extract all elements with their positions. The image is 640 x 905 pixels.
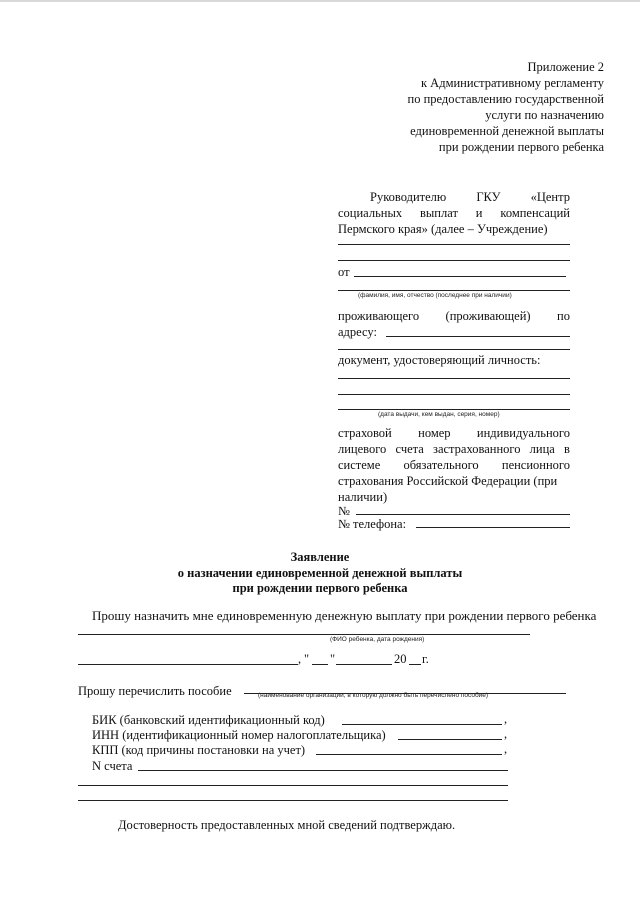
- request-text: Прошу назначить мне единовременную денежную выплату при рождении первого ребенка: [92, 608, 597, 623]
- document-field-line-3[interactable]: [338, 409, 570, 410]
- word: (проживающей): [445, 309, 531, 323]
- word: ГКУ: [476, 190, 501, 204]
- word: счета: [395, 442, 424, 456]
- date-open-quote: ": [304, 652, 310, 666]
- address-field[interactable]: [386, 336, 570, 337]
- appendix-line-1: к Административному регламенту: [420, 76, 604, 90]
- account-field[interactable]: [138, 770, 508, 771]
- residing-line: [338, 308, 570, 324]
- transfer-label: Прошу перечислить пособие: [78, 684, 232, 698]
- date-year-field[interactable]: [409, 664, 421, 665]
- snils-line-3: [338, 457, 570, 473]
- word: индивидуального: [476, 426, 570, 440]
- inn-comma: ,: [504, 727, 508, 741]
- word: пенсионного: [501, 458, 570, 472]
- signature-field[interactable]: [78, 664, 298, 665]
- date-year-suffix: г.: [422, 652, 429, 666]
- child-hint: (ФИО ребенка, дата рождения): [330, 636, 425, 643]
- extra-field-line-1[interactable]: [78, 785, 508, 786]
- addressee-line-3: Пермского края» (далее – Учреждение): [338, 222, 548, 236]
- word: номер: [418, 426, 451, 440]
- appendix-line-4: единовременной денежной выплаты: [410, 124, 604, 138]
- word: по: [557, 309, 570, 323]
- bik-label: БИК (банковский идентификационный код): [92, 713, 325, 727]
- word: в: [564, 442, 570, 456]
- snils-number-field[interactable]: [356, 514, 570, 515]
- bik-comma: ,: [504, 712, 508, 726]
- word: страховой: [338, 426, 392, 440]
- fio-field-line-2[interactable]: [338, 290, 570, 291]
- appendix-line-5: при рождении первого ребенка: [438, 140, 604, 154]
- date-comma: ,: [298, 652, 302, 666]
- word: и: [475, 206, 483, 220]
- word: Руководителю: [370, 190, 447, 204]
- statement-subtitle-2: при рождении первого ребенка: [232, 581, 408, 595]
- inn-field[interactable]: [398, 739, 502, 740]
- from-label: от: [338, 265, 350, 279]
- snils-line-1: [338, 425, 570, 441]
- kpp-label: КПП (код причины постановки на учет): [92, 743, 306, 757]
- phone-field[interactable]: [416, 527, 570, 528]
- date-year-prefix: 20: [394, 652, 407, 666]
- account-label: N счета: [92, 759, 133, 773]
- organization-hint: (наименование организации, в которую должно быть перечислено пособие): [258, 692, 489, 699]
- inn-label: ИНН (идентификационный номер налогоплательщика): [92, 728, 386, 742]
- snils-line-4: страхования Российской Федерации (при: [338, 474, 558, 488]
- address-field-line-2[interactable]: [338, 349, 570, 350]
- word: лица: [529, 442, 555, 456]
- phone-label: № телефона:: [338, 517, 407, 531]
- kpp-field[interactable]: [316, 754, 502, 755]
- date-close-quote: ": [330, 652, 336, 666]
- confirmation-text: Достоверность предоставленных мной сведений подтверждаю.: [118, 818, 456, 832]
- document-field-line-2[interactable]: [338, 394, 570, 395]
- word: выплат: [420, 206, 458, 220]
- kpp-comma: ,: [504, 742, 508, 756]
- fio-hint: (фамилия, имя, отчество (последнее при наличии): [358, 292, 512, 299]
- document-label: документ, удостоверяющий личность:: [338, 353, 541, 367]
- scan-edge: [0, 0, 640, 2]
- bik-field[interactable]: [342, 724, 502, 725]
- addressee-line-2: [338, 205, 570, 221]
- document-field-line-1[interactable]: [338, 378, 570, 379]
- date-month-field[interactable]: [336, 664, 392, 665]
- word: застрахованного: [433, 442, 521, 456]
- snils-line-5: наличии): [338, 490, 388, 504]
- from-fio-field[interactable]: [354, 276, 566, 277]
- child-info-field[interactable]: [78, 634, 530, 635]
- word: социальных: [338, 206, 403, 220]
- word: системе: [338, 458, 381, 472]
- addressee-line-1: [370, 189, 570, 205]
- word: обязательного: [403, 458, 479, 472]
- appendix-title: Приложение 2: [527, 60, 604, 74]
- word: компенсаций: [500, 206, 570, 220]
- document-hint: (дата выдачи, кем выдан, серия, номер): [378, 411, 500, 418]
- word: проживающего: [338, 309, 420, 323]
- extra-field-line-2[interactable]: [78, 800, 508, 801]
- word: лицевого: [338, 442, 387, 456]
- appendix-line-2: по предоставлению государственной: [407, 92, 604, 106]
- word: «Центр: [530, 190, 570, 204]
- addressee-blank-line-1[interactable]: [338, 244, 570, 245]
- date-day-field[interactable]: [312, 664, 328, 665]
- snils-line-2: [338, 441, 570, 457]
- appendix-line-3: услуги по назначению: [485, 108, 604, 122]
- statement-subtitle-1: о назначении единовременной денежной выплаты: [177, 566, 463, 580]
- statement-title: Заявление: [290, 550, 350, 564]
- snils-number-label: №: [338, 504, 350, 518]
- address-label: адресу:: [338, 325, 377, 339]
- addressee-blank-line-2[interactable]: [338, 260, 570, 261]
